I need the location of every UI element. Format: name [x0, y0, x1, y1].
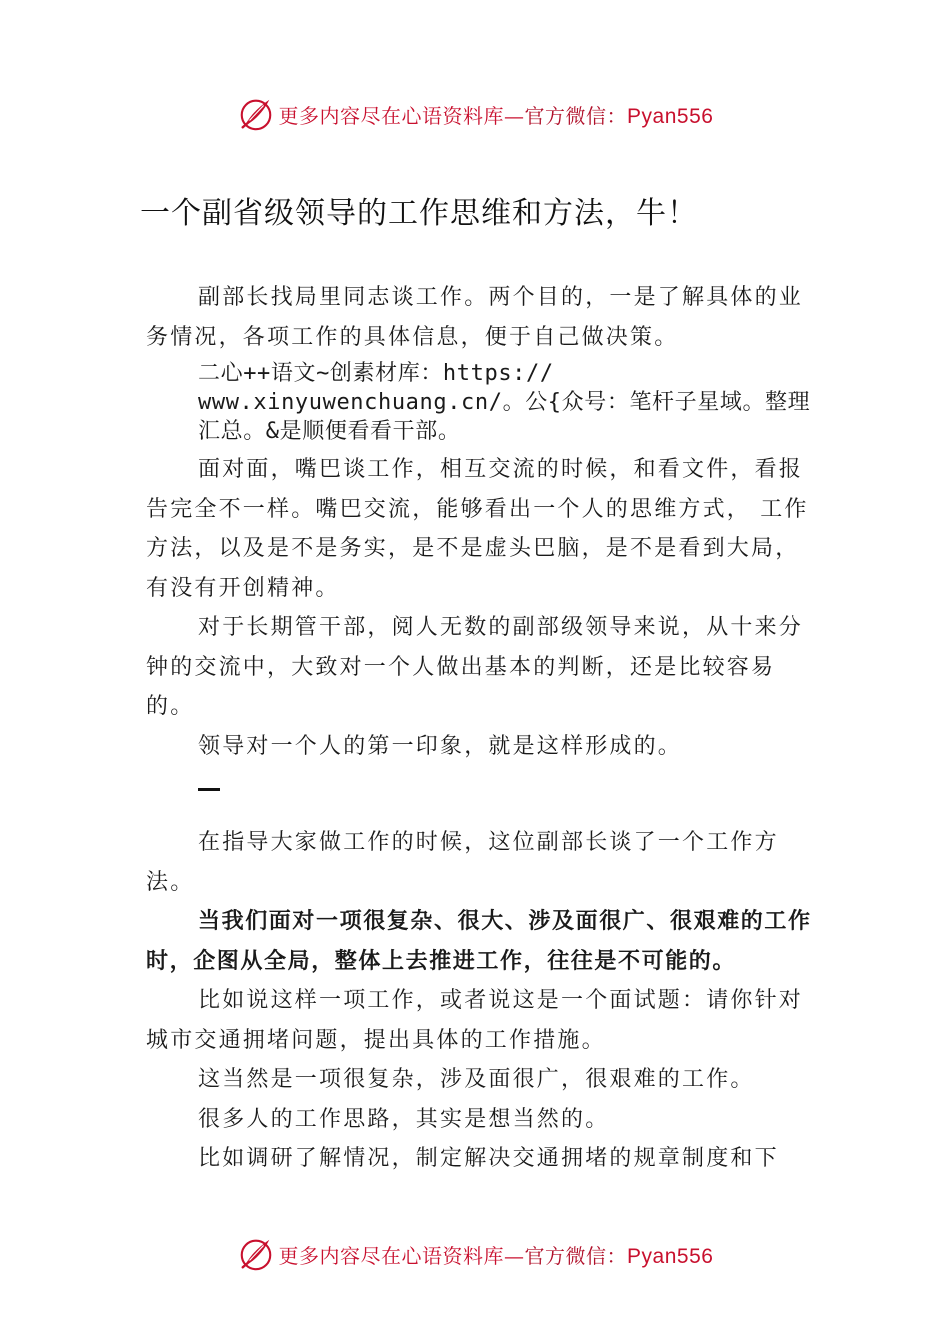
banner-text	[279, 1240, 714, 1269]
watermark-inline-text	[146, 359, 814, 446]
document-body	[146, 278, 814, 1179]
mono-line: 二心++语文~创素材库：https://	[198, 361, 554, 386]
paragraph: 比如调研了解情况，制定解决交通拥堵的规章制度和下	[198, 1146, 779, 1171]
banner-wechat-label: 官方微信：	[524, 103, 628, 128]
footer-banner	[0, 1232, 950, 1276]
paragraph: 这当然是一项很复杂，涉及面很广，很艰难的工作。	[198, 1067, 755, 1092]
quill-pen-logo-icon	[237, 95, 275, 133]
mono-line: www.xinyuwenchuang.cn/。公{众号：笔杆子星域。整理	[198, 390, 811, 415]
banner-dash: —	[504, 1243, 525, 1268]
header-banner	[0, 92, 950, 136]
banner-text	[279, 100, 714, 129]
banner-main-text: 更多内容尽在心语资料库	[278, 103, 505, 128]
paragraph: 对于长期管干部，阅人无数的副部级领导来说，从十来分钟的交流中，大致对一个人做出基本的判断，还是比较容易的。	[146, 615, 804, 719]
paragraph: 比如说这样一项工作，或者说这是一个面试题：请你针对城市交通拥堵问题，提出具体的工作措施。	[146, 988, 804, 1053]
banner-dash: —	[504, 103, 525, 128]
banner-main-text: 更多内容尽在心语资料库	[278, 1243, 505, 1268]
section-divider	[198, 788, 220, 791]
quill-pen-logo-icon	[237, 1235, 275, 1273]
bold-paragraph: 当我们面对一项很复杂、很大、涉及面很广、很艰难的工作时，企图从全局，整体上去推进工作，往往是不可能的。	[146, 909, 812, 974]
mono-line: 汇总。&是顺便看看干部。	[198, 419, 461, 444]
paragraph: 在指导大家做工作的时候，这位副部长谈了一个工作方法。	[146, 830, 779, 895]
paragraph: 副部长找局里同志谈工作。两个目的，一是了解具体的业务情况，各项工作的具体信息，便于自己做决策。	[146, 285, 804, 350]
paragraph: 很多人的工作思路，其实是想当然的。	[198, 1106, 610, 1132]
banner-wechat-id: Pyan556	[627, 104, 714, 128]
banner-wechat-label: 官方微信：	[524, 1243, 628, 1268]
paragraph: 领导对一个人的第一印象，就是这样形成的。	[198, 733, 683, 759]
document-title: 一个副省级领导的工作思维和方法，牛！	[140, 196, 698, 231]
paragraph: 面对面，嘴巴谈工作，相互交流的时候，和看文件，看报告完全不一样。嘴巴交流，能够看出一个人的思维方式， 工作方法，以及是不是务实，是不是虚头巴脑，是不是看到大局，有没有开创精神。	[146, 457, 809, 601]
banner-wechat-id: Pyan556	[627, 1244, 714, 1268]
